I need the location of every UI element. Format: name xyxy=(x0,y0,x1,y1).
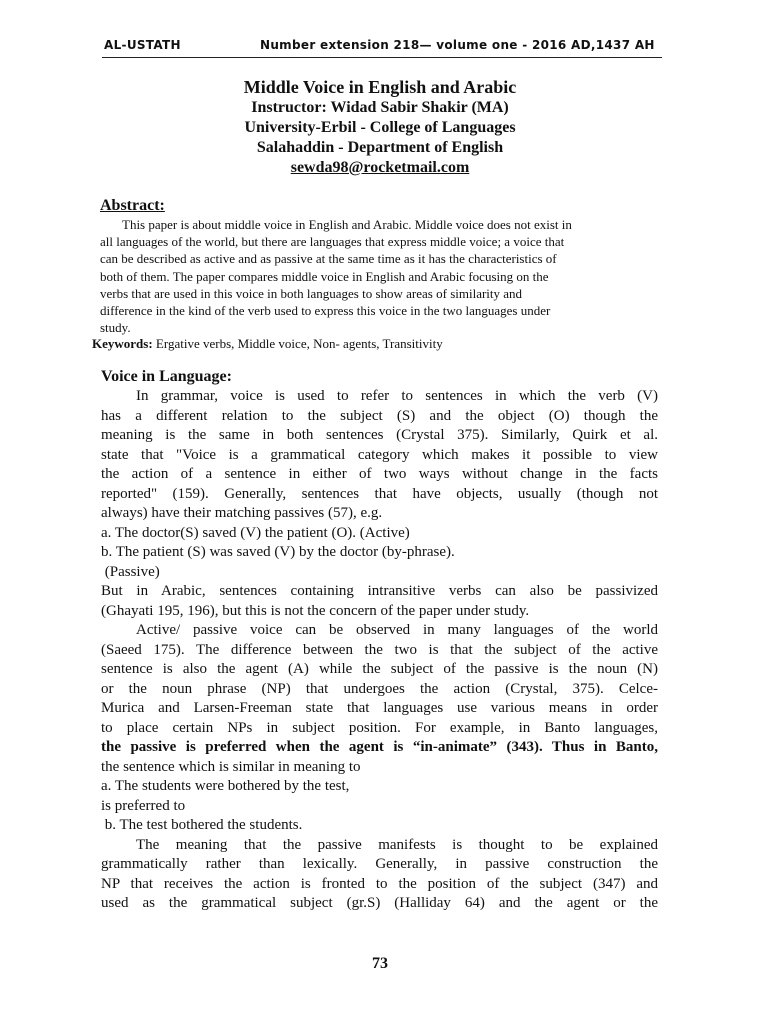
title-block xyxy=(100,76,660,178)
instructor-line: Instructor: Widad Sabir Shakir (MA) xyxy=(251,99,509,116)
keywords xyxy=(92,335,443,352)
abstract-line: verbs that are used in this voice in both languages to show areas of similarity and xyxy=(100,285,523,301)
keywords-text: Ergative verbs, Middle voice, Non- agents, Transitivity xyxy=(155,336,443,351)
body-line: (Saeed 175). The difference between the two is that the subject of the active xyxy=(101,641,658,658)
body-line: or the noun phrase (NP) that undergoes the action (Crystal, 375). Celce- xyxy=(101,680,658,697)
example-line: b. The test bothered the students. xyxy=(101,817,303,833)
department-line: Salahaddin - Department of English xyxy=(256,139,504,156)
abstract-line: difference in the kind of the verb used to express this voice in the two languages under xyxy=(100,303,551,319)
body-line: the action of a sentence in either of two ways without change in the facts xyxy=(101,466,658,482)
abstract-line: both of them. The paper compares middle voice in English and Arabic focusing on the xyxy=(100,268,549,284)
abstract-body xyxy=(100,216,662,336)
page-number: 73 xyxy=(372,955,388,972)
body-line: to place certain NPs in subject position. For example, in Banto languages, xyxy=(101,719,658,736)
body-line: But in Arabic, sentences containing intransitive verbs can also be passivized xyxy=(101,583,658,599)
abstract-heading: Abstract: xyxy=(100,197,165,214)
body-line: NP that receives the action is fronted to the position of the subject (347) and xyxy=(101,875,658,892)
body-line: is preferred to xyxy=(101,797,186,814)
header-rule xyxy=(102,57,662,58)
body-line: has a different relation to the subject (S) and the object (O) though the xyxy=(101,407,658,424)
body-line: Active/ passive voice can be observed in many languages of the world xyxy=(136,622,658,638)
abstract-line: This paper is about middle voice in English and Arabic. Middle voice does not exist in xyxy=(122,217,572,232)
email-link[interactable]: sewda98@rocketmail.com xyxy=(290,159,470,176)
section-body xyxy=(101,387,658,914)
body-line: always) have their matching passives (57), e.g. xyxy=(101,505,383,521)
example-line: (Passive) xyxy=(101,563,160,580)
issue-info: Number extension 218— volume one - 2016 AD,1437 AH xyxy=(260,38,655,52)
body-line: sentence is also the agent (A) while the subject of the passive is the noun (N) xyxy=(101,661,658,677)
paper-title: Middle Voice in English and Arabic xyxy=(243,77,517,97)
section-heading: Voice in Language: xyxy=(101,368,232,385)
body-line: The meaning that the passive manifests is thought to be explained xyxy=(136,836,658,853)
body-line: In grammar, voice is used to refer to sentences in which the verb (V) xyxy=(136,388,658,404)
body-line: state that "Voice is a grammatical category which makes it possible to view xyxy=(101,446,658,463)
journal-name: AL-USTATH xyxy=(104,38,181,52)
body-line: (Ghayati 195, 196), but this is not the concern of the paper under study. xyxy=(101,602,530,619)
example-line: b. The patient (S) was saved (V) by the doctor (by-phrase). xyxy=(101,544,455,560)
body-line: reported" (159). Generally, sentences that have objects, usually (though not xyxy=(101,485,658,502)
body-line: Murica and Larsen-Freeman state that languages use various means in order xyxy=(101,700,658,716)
body-line: the sentence which is similar in meaning to xyxy=(101,758,361,775)
body-line: meaning is the same in both sentences (Crystal 375). Similarly, Quirk et al. xyxy=(101,427,658,443)
example-line: a. The doctor(S) saved (V) the patient (O). (Active) xyxy=(101,524,410,541)
university-line: University-Erbil - College of Languages xyxy=(244,119,516,136)
body-line: used as the grammatical subject (gr.S) (Halliday 64) and the agent or the xyxy=(101,895,658,911)
example-line: a. The students were bothered by the test, xyxy=(101,778,350,794)
keywords-label: Keywords: xyxy=(92,336,153,351)
body-line: grammatically rather than lexically. Generally, in passive construction the xyxy=(101,856,658,872)
abstract-line: study. xyxy=(100,320,131,336)
abstract-line: can be described as active and as passive at the same time as it has the characteristics of xyxy=(100,251,557,267)
body-line: the passive is preferred when the agent is “in-animate” (343). Thus in Banto, xyxy=(101,739,658,755)
abstract-line: all languages of the world, but there are languages that express middle voice; a voice that xyxy=(100,234,565,250)
